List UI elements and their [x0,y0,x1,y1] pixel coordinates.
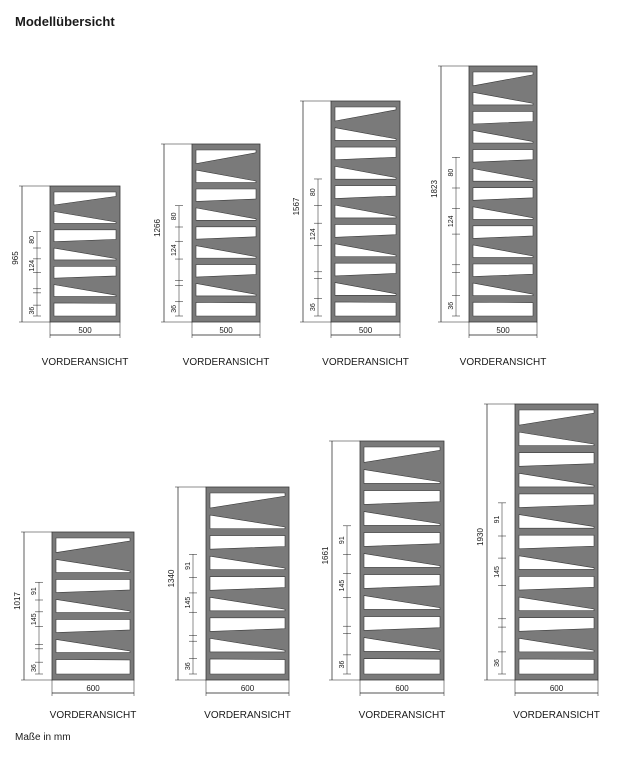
height-value: 965 [11,251,20,265]
bar-spacing-value: 91 [339,536,346,545]
radiator-opening [473,188,533,201]
radiator-opening [364,575,440,589]
model-600x1661 [321,441,445,721]
rail-height-value: 36 [448,301,455,310]
width-value: 600 [395,684,409,693]
radiator-opening [364,491,440,505]
view-label: VORDERANSICHT [513,710,600,721]
radiator-opening [473,226,533,239]
radiator-opening [519,535,594,549]
height-value: 1661 [321,546,330,565]
view-label: VORDERANSICHT [49,710,137,721]
opening-height-value: 145 [185,596,192,609]
radiator-opening [473,302,533,316]
height-value: 1266 [153,219,162,237]
bar-spacing-value: 91 [31,587,38,596]
radiator-opening [210,577,285,591]
opening-height-value: 145 [339,579,346,592]
radiator-opening [210,618,285,632]
model-500x1823 [430,66,546,368]
radiator-opening [56,619,130,632]
radiator-opening [335,263,396,276]
radiator-opening [335,302,396,316]
width-value: 500 [358,326,373,335]
opening-height-value: 124 [29,259,36,272]
height-value: 1930 [476,528,485,546]
radiator-opening [196,265,256,277]
radiator-opening [54,303,116,316]
radiator-opening [519,494,594,508]
opening-height-value: 124 [448,215,455,228]
rail-height-value: 36 [339,660,346,669]
rail-height-value: 36 [31,664,38,672]
radiator-opening [364,617,440,631]
radiator-opening [519,576,594,590]
bar-spacing-value: 91 [185,562,192,570]
view-label: VORDERANSICHT [358,710,446,721]
view-label: VORDERANSICHT [322,357,409,368]
radiator-opening [210,536,285,550]
width-value: 600 [549,684,564,693]
model-600x1340 [167,487,291,721]
view-label: VORDERANSICHT [182,357,270,368]
bar-spacing-value: 80 [448,168,455,177]
height-value: 1823 [430,180,439,198]
width-value: 600 [240,684,255,693]
opening-height-value: 145 [494,566,501,578]
radiator-opening [196,302,256,316]
radiator-opening [210,659,285,674]
radiator-opening [335,147,396,160]
opening-height-value: 124 [171,244,178,256]
radiator-opening [364,659,440,674]
width-value: 500 [496,326,510,335]
view-label: VORDERANSICHT [41,357,129,368]
height-value: 1567 [292,197,301,216]
rail-height-value: 36 [494,659,501,667]
width-value: 500 [219,326,233,335]
height-value: 1017 [13,592,22,610]
width-value: 600 [86,684,100,693]
radiator-opening [519,453,594,467]
bar-spacing-value: 80 [310,188,317,197]
width-value: 500 [78,326,92,335]
rail-height-value: 36 [185,662,192,671]
radiator-opening [54,230,116,242]
radiator-opening [54,266,116,278]
radiator-opening [519,659,594,674]
bar-spacing-value: 80 [29,235,36,244]
view-label: VORDERANSICHT [459,357,547,368]
height-value: 1340 [167,569,176,588]
rail-height-value: 36 [171,304,178,313]
view-label: VORDERANSICHT [204,710,291,721]
rail-height-value: 36 [29,306,36,315]
model-600x1930 [476,404,600,721]
radiator-opening [196,227,256,239]
radiator-opening [196,189,256,201]
radiator-opening [335,186,396,199]
model-500x1266 [153,144,269,368]
radiator-opening [519,618,594,632]
radiator-opening [473,111,533,124]
radiator-opening [56,579,130,592]
radiator-opening [473,150,533,163]
model-500x965 [11,186,128,368]
bar-spacing-value: 91 [494,515,501,524]
opening-height-value: 124 [310,228,317,241]
rail-height-value: 36 [310,303,317,312]
radiator-opening [335,224,396,237]
page-title: Modellübersicht [15,14,115,29]
radiator-opening [473,264,533,277]
opening-height-value: 145 [31,613,38,626]
radiator-opening [56,659,130,674]
radiator-opening [364,533,440,547]
bar-spacing-value: 80 [171,212,178,221]
model-600x1017 [13,532,136,721]
units-note: Maße in mm [15,732,71,743]
model-500x1567 [292,101,409,368]
